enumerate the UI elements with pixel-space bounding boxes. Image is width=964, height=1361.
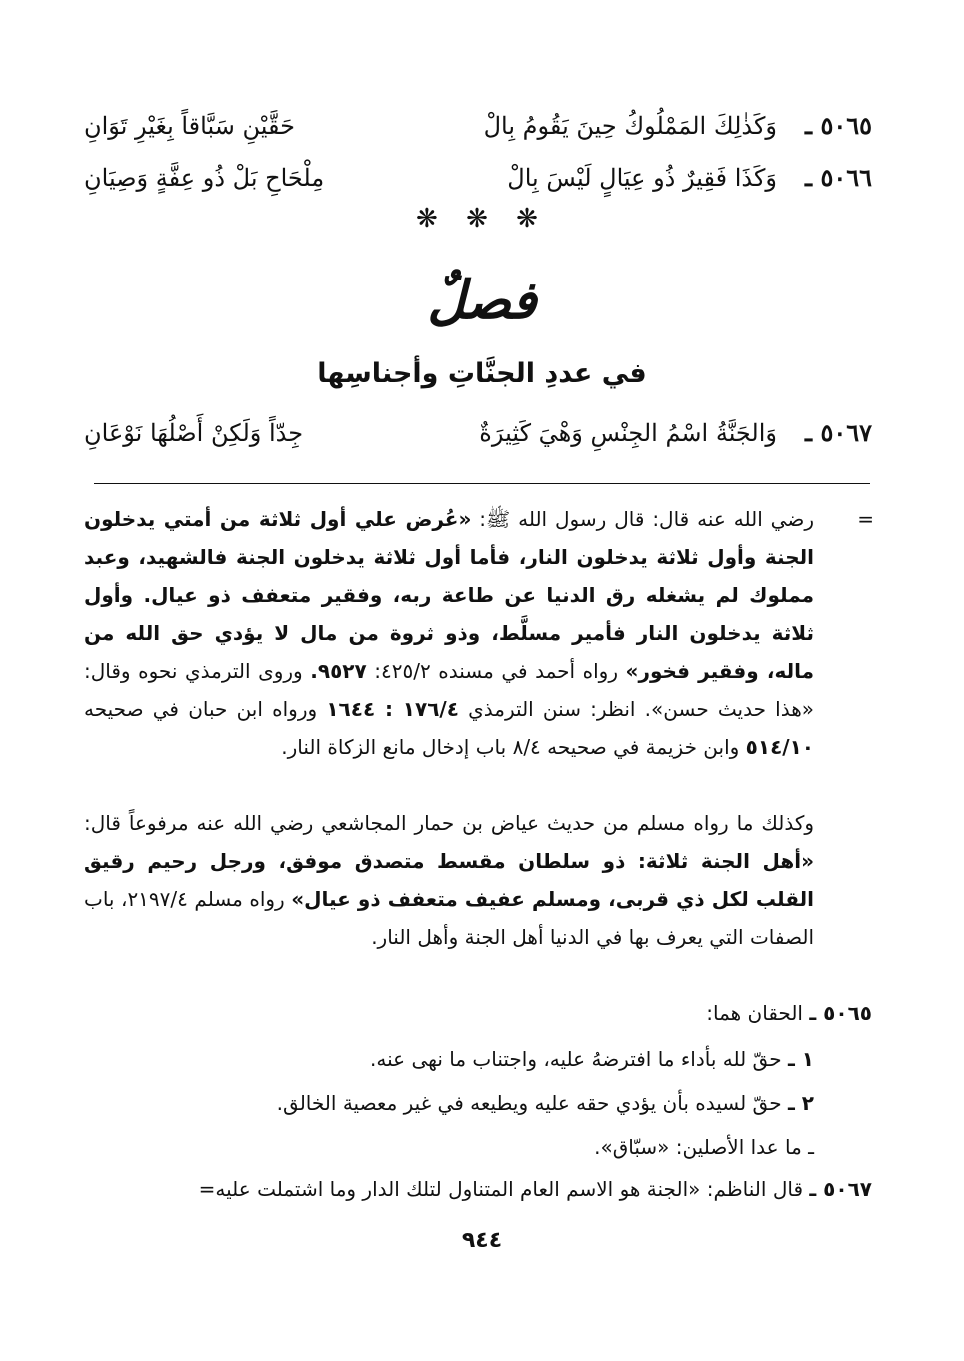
note-5067: ٥٠٦٧ ـ قال الناظم: «الجنة هو الاسم العام المتناول لتلك الدار وما اشتملت عليه= xyxy=(198,1177,872,1201)
verse-5066 xyxy=(84,156,872,200)
footnote-paragraph-1 xyxy=(84,500,872,766)
verse-first-hemistich: وَالجَنَّةُ اسْمُ الجِنْسِ وَهْيَ كَثِيرَةٌ xyxy=(479,419,777,447)
section-separator: ❋ ❋ ❋ xyxy=(416,204,548,234)
verse-second-hemistich: حَقَّيْنِ سَبَّاقاً بِغَيْرِ تَوَانِ xyxy=(84,112,295,140)
page-number: ٩٤٤ xyxy=(461,1228,503,1253)
verse-number: ٥٠٦٥ ـ xyxy=(805,111,872,140)
chapter-heading: فصلٌ xyxy=(427,270,537,331)
verse-first-hemistich: وَكَذٰلِكَ المَمْلُوكُ حِينَ يَقُومُ بِالْ xyxy=(483,112,777,140)
verse-second-hemistich: جِدّاً وَلَكِنْ أَصْلُهَا نَوْعَانِ xyxy=(84,419,304,447)
footnote-paragraph-2 xyxy=(84,804,872,956)
verse-first-hemistich: وَكَذَا فَقِيرٌ ذُو عِيَالٍ لَيْسَ بِالْ xyxy=(507,164,777,192)
verse-5067 xyxy=(84,411,872,455)
verse-second-hemistich: مِلْحَاحِ بَلْ ذُو عِفَّةٍ وَصِيَانِ xyxy=(84,164,325,192)
hadith-quote: «أهل الجنة ثلاثة: ذو سلطان مقسط متصدق موفق، ورجل رحيم رقيق القلب لكل ذي قربى، ومسلم عفيف متعفف ذو عيال» xyxy=(84,849,814,911)
continuation-mark: = xyxy=(857,507,874,531)
footnote-text: رضي الله عنه قال: قال رسول الله ﷺ: «عُرض علي أول ثلاثة من أمتي يدخلون الجنة وأول ثلاثة يدخلون النار، فأما أول ثلاثة يدخلون الجنة فالشهيد، وعبد مملوك لم يشغله رق الدنيا عن طاعة ربه، وفقير متعفف ذو عيال. وأول ثلاثة يدخلون النار فأمير مسلَّط، وذو ثروة من مال لا يؤدي حق الله من ماله، وفقير فخور» رواه أحمد في مسنده ٤٢٥/٢: ٩٥٢٧. وروى الترمذي نحوه وقال: «هذا حديث حسن». انظر: سنن الترمذي ١٧٦/٤ : ١٦٤٤ ورواه ابن حبان في صحيحه ٥١٤/١٠ وابن خزيمة في صحيحه ٨/٤ باب إدخال مانع الزكاة النار. xyxy=(84,507,814,759)
note-item-2: ٢ ـ حقّ لسيده بأن يؤدي حقه عليه ويطيعه في غير معصية الخالق. xyxy=(276,1091,814,1115)
note-number: ٥٠٦٧ ـ xyxy=(809,1177,872,1201)
footnote-text: وكذلك ما رواه مسلم من حديث عياض بن حمار المجاشعي رضي الله عنه مرفوعاً قال: «أهل الجنة ثلاثة: ذو سلطان مقسط متصدق موفق، ورجل رحيم رقيق القلب لكل ذي قربى، ومسلم عفيف متعفف ذو عيال» رواه مسلم ٢١٩٧/٤، باب الصفات التي يعرف بها في الدنيا أهل الجنة وأهل النار. xyxy=(84,811,814,949)
hadith-quote: «عُرض علي أول ثلاثة من أمتي يدخلون الجنة وأول ثلاثة يدخلون النار، فأما أول ثلاثة يدخلون الجنة فالشهيد، وعبد مملوك لم يشغله رق الدنيا عن طاعة ربه، وفقير متعفف ذو عيال. وأول ثلاثة يدخلون النار فأمير مسلَّط، وذو ثروة من مال لا يؤدي حق الله من ماله، وفقير فخور» xyxy=(84,507,814,683)
footnote-divider xyxy=(94,483,870,484)
note-item-1: ١ ـ حقّ لله بأداء ما افترضهُ عليه، واجتناب ما نهى عنه. xyxy=(370,1047,814,1071)
note-number: ٥٠٦٥ ـ xyxy=(809,1001,872,1025)
verse-5065 xyxy=(84,104,872,148)
verse-number: ٥٠٦٧ ـ xyxy=(805,418,872,447)
note-item-3: ـ ما عدا الأصلين: «سبّاق». xyxy=(594,1135,814,1159)
verse-number: ٥٠٦٦ ـ xyxy=(805,163,872,192)
note-5065: ٥٠٦٥ ـ الحقان هما: xyxy=(706,1001,872,1025)
chapter-subtitle: في عددِ الجنَّاتِ وأجناسِها xyxy=(317,358,647,389)
